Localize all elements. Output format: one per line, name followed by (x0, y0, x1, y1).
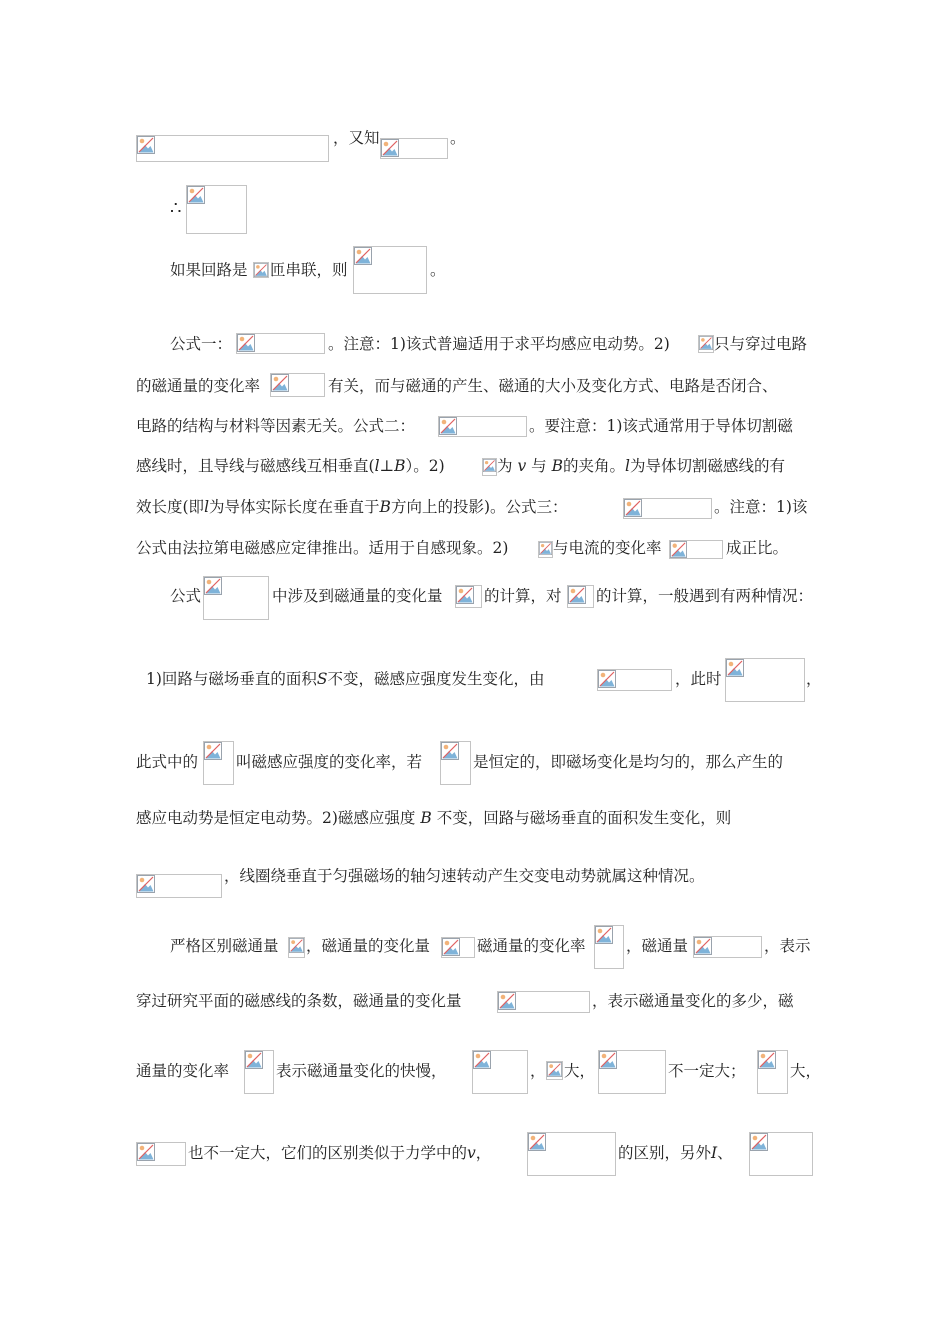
broken-image-icon (442, 938, 460, 956)
text-run: 如果回路是 (170, 261, 248, 279)
text-run: 穿过研究平面的磁感线的条数，磁通量的变化量 (136, 992, 462, 1010)
formula-image (353, 246, 427, 294)
broken-image-icon (758, 1051, 776, 1069)
formula-image (623, 498, 712, 519)
text-run: 公式 (170, 587, 202, 605)
text-run: ，此时 (675, 670, 722, 688)
formula-image (136, 874, 222, 898)
broken-image-icon (699, 336, 713, 350)
text-run: ， (806, 670, 822, 688)
text-run: ，磁通量的变化量 (306, 937, 431, 955)
formula-image (693, 936, 762, 958)
text-run: ， (530, 1062, 546, 1080)
broken-image-icon (498, 992, 516, 1010)
text-run: 与电流的变化率 (553, 539, 662, 557)
broken-image-icon (439, 417, 457, 435)
broken-image-icon (473, 1051, 491, 1069)
text-run: 1)回路与磁场垂直的面积S不变，磁感应强度发生变化，由 (146, 670, 545, 688)
formula-image (472, 1050, 528, 1094)
formula-image (136, 1142, 186, 1166)
broken-image-icon (568, 586, 586, 604)
text-run: 公式由法拉第电磁感应定律推出。适用于自感现象。2) (136, 539, 509, 557)
text-run: 匝串联，则 (270, 261, 348, 279)
text-run: ，表示 (764, 937, 811, 955)
formula-image (253, 262, 269, 278)
text-run: 效长度(即l为导体实际长度在垂直于B方向上的投影)。公式三： (136, 498, 568, 516)
formula-image (698, 335, 714, 353)
formula-image (598, 1050, 666, 1094)
broken-image-icon (694, 937, 712, 955)
formula-image (288, 937, 305, 958)
broken-image-icon (528, 1133, 546, 1151)
formula-image (186, 185, 247, 234)
text-run: 。要注意：1)该式通常用于导体切割磁 (529, 417, 793, 435)
formula-image (270, 373, 325, 397)
broken-image-icon (595, 926, 613, 944)
text-run: 感应电动势是恒定电动势。2)磁感应强度 B 不变，回路与磁场垂直的面积发生变化，则 (136, 809, 732, 827)
text-run: 有关，而与磁通的产生、磁通的大小及变化方式、电路是否闭合、 (328, 377, 778, 395)
text-run: 只与穿过电路 (714, 335, 808, 353)
formula-image (725, 658, 805, 702)
formula-image (455, 585, 482, 608)
text-run: ，磁通量 (626, 937, 689, 955)
formula-image (546, 1061, 563, 1080)
formula-image (497, 991, 590, 1013)
broken-image-icon (598, 670, 616, 688)
text-run: 叫磁感应强度的变化率，若 (236, 753, 423, 771)
text-run: 感线时，且导线与磁感线互相垂直(l⊥B）。2) (136, 457, 445, 475)
formula-image (236, 333, 325, 354)
broken-image-icon (254, 263, 268, 277)
formula-image (527, 1132, 616, 1176)
formula-image (440, 741, 471, 785)
formula-image (538, 541, 553, 558)
text-run: 是恒定的，即磁场变化是均匀的，那么产生的 (473, 753, 784, 771)
text-run: 也不一定大，它们的区别类似于力学中的v， (188, 1144, 492, 1162)
broken-image-icon (456, 586, 474, 604)
text-run: 通量的变化率 (136, 1062, 230, 1080)
text-run: 。 (430, 261, 446, 279)
formula-image (749, 1132, 813, 1176)
text-run: 大， (564, 1062, 596, 1080)
text-run: 表示磁通量变化的快慢， (276, 1062, 447, 1080)
text-run: 的计算，对 (484, 587, 562, 605)
broken-image-icon (381, 139, 399, 157)
text-run: 的区别，另外I、 (618, 1144, 733, 1162)
formula-image (244, 1050, 274, 1094)
broken-image-icon (137, 875, 155, 893)
broken-image-icon (237, 334, 255, 352)
broken-image-icon (245, 1051, 263, 1069)
text-run: 此式中的 (136, 753, 199, 771)
text-run: 成正比。 (726, 539, 789, 557)
formula-image (441, 937, 475, 958)
text-run: 的磁通量的变化率 (136, 377, 261, 395)
text-run: 。 (450, 129, 466, 147)
broken-image-icon (441, 742, 459, 760)
formula-image (669, 540, 723, 559)
broken-image-icon (137, 136, 155, 154)
text-run: ，又知 (333, 129, 380, 147)
broken-image-icon (271, 374, 289, 392)
text-run: ，表示磁通量变化的多少，磁 (592, 992, 794, 1010)
text-run: 大， (790, 1062, 822, 1080)
text-run: 为 v 与 B的夹角。l为导体切割磁感线的有 (497, 457, 785, 475)
broken-image-icon (670, 541, 687, 558)
text-run: 严格区别磁通量 (170, 937, 279, 955)
formula-image (482, 458, 497, 476)
text-run: 磁通量的变化率 (477, 937, 586, 955)
broken-image-icon (547, 1062, 562, 1077)
formula-image (203, 741, 234, 785)
text-run: 不一定大； (668, 1062, 746, 1080)
broken-image-icon (599, 1051, 617, 1069)
broken-image-icon (354, 247, 372, 265)
broken-image-icon (726, 659, 744, 677)
broken-image-icon (289, 938, 304, 953)
text-run: 公式一： (170, 335, 233, 353)
formula-image (203, 576, 269, 620)
formula-image (597, 669, 672, 691)
text-run: 电路的结构与材料等因素无关。公式二： (136, 417, 416, 435)
text-run: ，线圈绕垂直于匀强磁场的轴匀速转动产生交变电动势就属这种情况。 (224, 867, 705, 885)
text-run: 中涉及到磁通量的变化量 (272, 587, 443, 605)
broken-image-icon (204, 742, 222, 760)
broken-image-icon (137, 1143, 155, 1161)
formula-image (438, 416, 527, 437)
therefore-symbol: ∴ (170, 198, 182, 219)
formula-image (567, 585, 594, 608)
formula-image (757, 1050, 788, 1094)
broken-image-icon (204, 577, 222, 595)
text-run: 。注意：1)该 (714, 498, 808, 516)
broken-image-icon (624, 499, 642, 517)
text-run: 的计算，一般遇到有两种情况： (596, 587, 814, 605)
formula-image (594, 925, 624, 969)
formula-image (380, 138, 448, 159)
text-run: 。注意：1)该式普遍适用于求平均感应电动势。2) (328, 335, 670, 353)
broken-image-icon (187, 186, 205, 204)
broken-image-icon (750, 1133, 768, 1151)
formula-image (136, 135, 329, 162)
broken-image-icon (539, 542, 552, 555)
broken-image-icon (483, 459, 496, 472)
